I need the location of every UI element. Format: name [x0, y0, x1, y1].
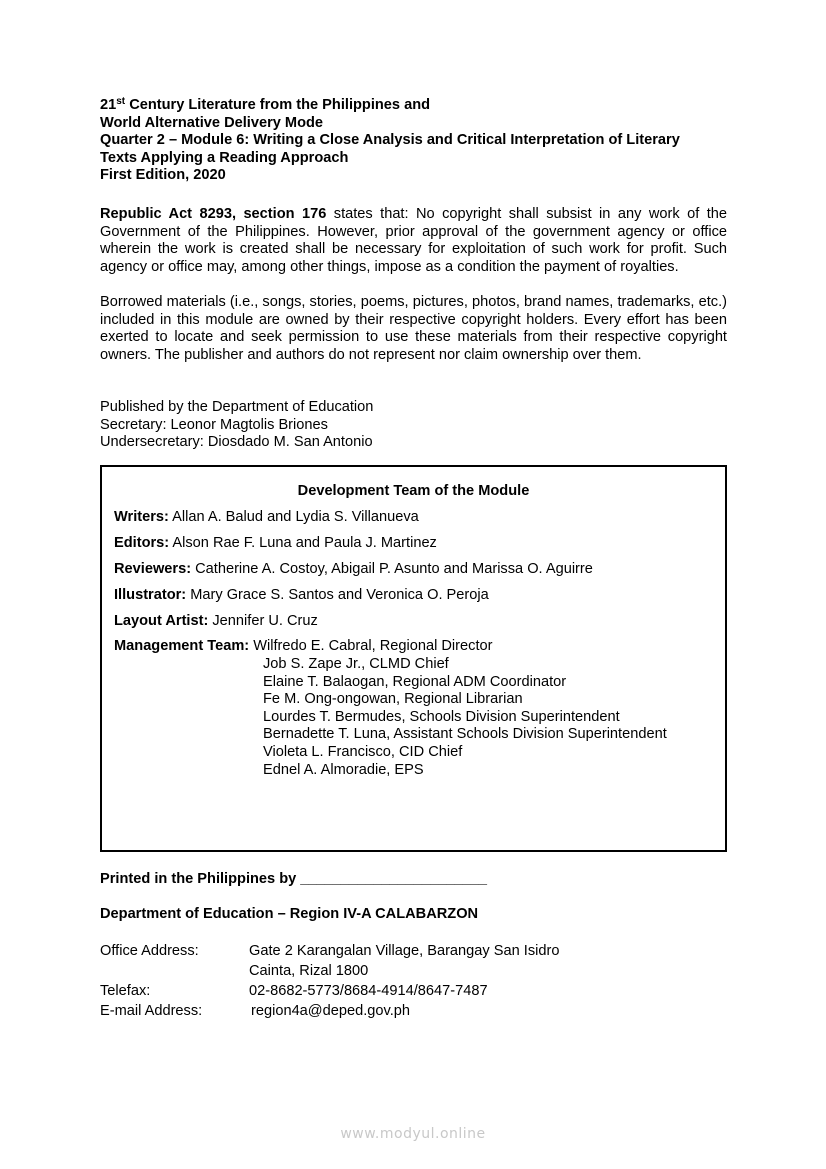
borrowed-materials-paragraph: Borrowed materials (i.e., songs, stories, poems, pictures, photos, brand names, trademarks, etc.) included in this module are owned by their respective copyright holders. Every effort has been exerted to locate and seek permission to use these materials from their respective copyright owners. The publisher and authors do not represent nor claim ownership over them. — [100, 294, 727, 363]
office-address-label: Office Address: — [100, 943, 199, 959]
printed-by-line: Printed in the Philippines by _______________________ — [100, 871, 487, 887]
office-address-row — [100, 941, 559, 961]
management-member: Violeta L. Francisco, CID Chief — [263, 743, 463, 760]
email-label: E-mail Address: — [100, 1003, 203, 1019]
editors-row: Editors: Alson Rae F. Luna and Paula J. Martinez — [114, 535, 437, 551]
title-line-3: Quarter 2 – Module 6: Writing a Close Analysis and Critical Interpretation of Literary — [100, 132, 680, 149]
writers-row: Writers: Allan A. Balud and Lydia S. Villanueva — [114, 509, 419, 525]
edition: First Edition, 2020 — [100, 167, 226, 184]
watermark: www.modyul.online — [340, 1126, 486, 1142]
management-member: Bernadette T. Luna, Assistant Schools Division Superintendent — [263, 726, 667, 743]
telefax-value: 02-8682-5773/8684-4914/8647-7487 — [249, 983, 488, 999]
office-address-line-2: Cainta, Rizal 1800 — [249, 963, 369, 979]
title-block — [100, 97, 680, 185]
management-member: Lourdes T. Bermudes, Schools Division Superintendent — [263, 708, 620, 725]
management-member: Ednel A. Almoradie, EPS — [263, 761, 424, 778]
telefax-row — [100, 981, 559, 1001]
spacer — [100, 961, 249, 981]
layout-artist-row: Layout Artist: Jennifer U. Cruz — [114, 613, 318, 629]
deped-region-heading: Department of Education – Region IV-A CALABARZON — [100, 906, 479, 922]
management-member: Fe M. Ong-ongowan, Regional Librarian — [263, 691, 523, 708]
office-address-row-2 — [100, 961, 559, 981]
undersecretary-line: Undersecretary: Diosdado M. San Antonio — [100, 434, 373, 451]
management-team-row: Management Team: Wilfredo E. Cabral, Regional Director — [114, 638, 493, 654]
management-member: Job S. Zape Jr., CLMD Chief — [263, 656, 449, 672]
publisher-line: Published by the Department of Education — [100, 399, 374, 415]
development-team-heading: Development Team of the Module — [297, 483, 530, 499]
title-line-1: 21st Century Literature from the Philippines and — [100, 96, 431, 113]
title-line-2: World Alternative Delivery Mode — [100, 114, 324, 131]
management-team-list — [263, 656, 667, 779]
development-team-box — [100, 465, 727, 852]
title-line-4: Texts Applying a Reading Approach — [100, 149, 349, 166]
management-member: Elaine T. Balaogan, Regional ADM Coordinator — [263, 673, 567, 690]
office-address-line-1: Gate 2 Karangalan Village, Barangay San Isidro — [249, 943, 560, 959]
email-value[interactable]: region4a@deped.gov.ph — [251, 1003, 410, 1019]
publisher-info — [100, 399, 373, 452]
illustrator-row: Illustrator: Mary Grace S. Santos and Veronica O. Peroja — [114, 587, 489, 603]
telefax-label: Telefax: — [100, 983, 151, 999]
copyright-paragraph: Republic Act 8293, section 176 states that: No copyright shall subsist in any work of the Government of the Philippines. However, prior approval of the government agency or office wherein the work is created shall be necessary for exploitation of such work for profit. Such agency or office may, among other things, impose as a condition the payment of royalties. — [100, 206, 727, 275]
secretary-line: Secretary: Leonor Magtolis Briones — [100, 416, 328, 433]
contact-info — [100, 941, 559, 1021]
reviewers-row: Reviewers: Catherine A. Costoy, Abigail P. Asunto and Marissa O. Aguirre — [114, 561, 593, 577]
email-row — [100, 1001, 559, 1021]
